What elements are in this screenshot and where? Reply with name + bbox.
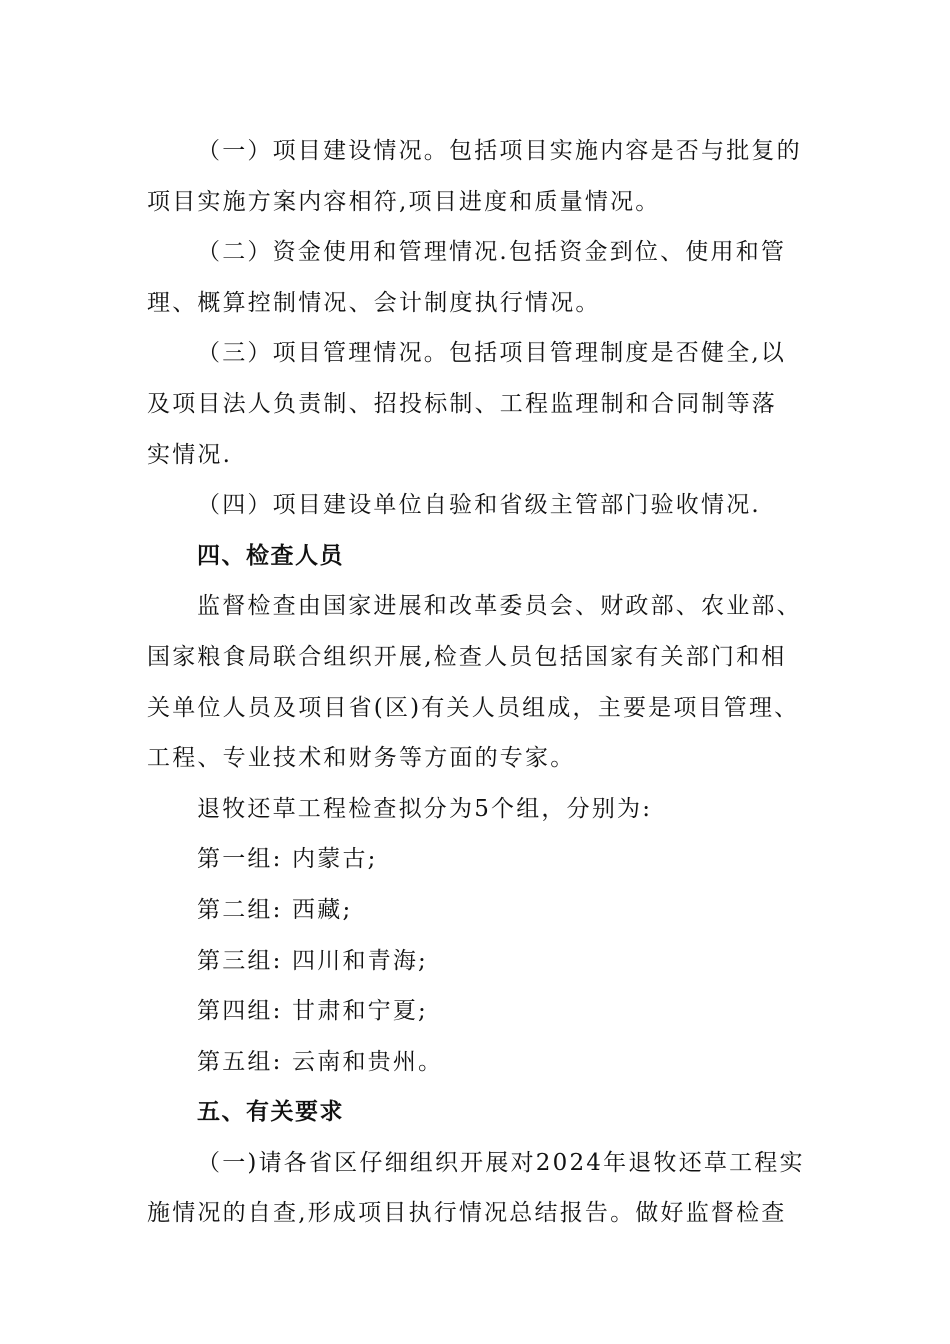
paragraph-line: 项目实施方案内容相符,项目进度和质量情况。 <box>147 188 661 215</box>
paragraph-line: 施情况的自查,形成项目执行情况总结报告。做好监督检查 <box>147 1200 787 1227</box>
paragraph-line: 国家粮食局联合组织开展,检查人员包括国家有关部门和相 <box>147 643 787 670</box>
paragraph-line: 及项目法人负责制、招投标制、工程监理制和合同制等落 <box>147 390 777 417</box>
group-list-item: 第三组: 四川和青海; <box>197 947 429 974</box>
paragraph-line: 实情况. <box>147 441 233 468</box>
paragraph-line: （四）项目建设单位自验和省级主管部门验收情况. <box>197 492 761 519</box>
group-list-item: 第二组: 西藏; <box>197 896 353 923</box>
group-list-item: 第五组: 云南和贵州。 <box>197 1048 444 1075</box>
paragraph-line: （一）项目建设情况。包括项目实施内容是否与批复的 <box>197 138 802 164</box>
section-heading: 四、检查人员 <box>197 542 344 569</box>
paragraph-line: 退牧还草工程检查拟分为5个组，分别为: <box>197 795 653 822</box>
paragraph-line: （二）资金使用和管理情况.包括资金到位、使用和管 <box>197 239 787 266</box>
paragraph-line: 工程、专业技术和财务等方面的专家。 <box>147 745 576 772</box>
paragraph-line: （一)请各省区仔细组织开展对2024年退牧还草工程实 <box>197 1149 805 1176</box>
group-list-item: 第四组: 甘肃和宁夏; <box>197 998 429 1025</box>
paragraph-line: （三）项目管理情况。包括项目管理制度是否健全,以 <box>197 340 787 367</box>
paragraph-line: 监督检查由国家进展和改革委员会、财政部、农业部、 <box>197 593 802 620</box>
section-heading: 五、有关要求 <box>197 1099 344 1126</box>
paragraph-line: 关单位人员及项目省(区)有关人员组成，主要是项目管理、 <box>147 694 800 721</box>
document-body <box>147 126 827 1239</box>
group-list-item: 第一组: 内蒙古; <box>197 846 378 873</box>
paragraph-line: 理、概算控制情况、会计制度执行情况。 <box>147 289 601 316</box>
